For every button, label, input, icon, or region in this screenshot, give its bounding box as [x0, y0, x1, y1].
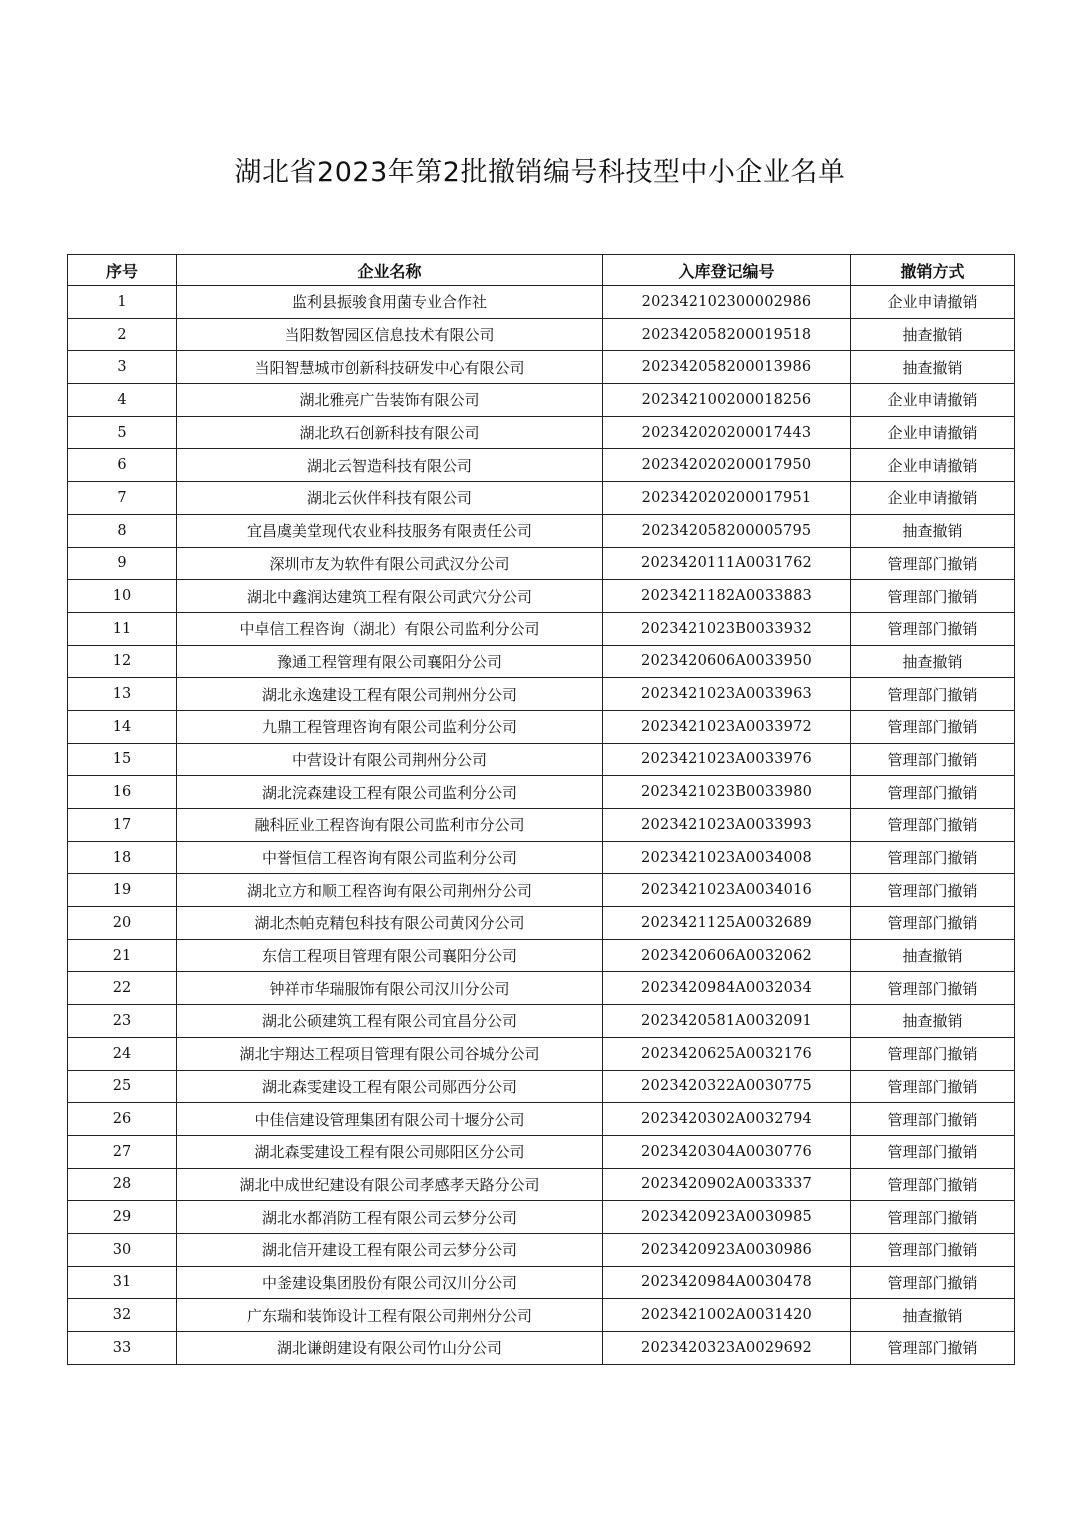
table-row	[68, 1005, 1015, 1038]
company-name: 湖北信开建设工程有限公司云梦分公司	[177, 1233, 603, 1266]
table-header-row	[68, 255, 1015, 286]
revocation-method: 企业申请撤销	[851, 482, 1015, 515]
row-index: 24	[68, 1037, 177, 1070]
table-row	[68, 1201, 1015, 1234]
registration-number: 2023420304A0030776	[603, 1135, 851, 1168]
table-row	[68, 286, 1015, 319]
revocation-method: 抽查撤销	[851, 318, 1015, 351]
table-body	[68, 286, 1015, 1365]
row-index: 23	[68, 1005, 177, 1038]
row-index: 26	[68, 1103, 177, 1136]
revocation-method: 管理部门撤销	[851, 1266, 1015, 1299]
revocation-method: 管理部门撤销	[851, 1201, 1015, 1234]
registration-number: 2023420323A0029692	[603, 1332, 851, 1365]
registration-number: 2023421002A0031420	[603, 1299, 851, 1332]
header-company-name: 企业名称	[177, 255, 603, 286]
row-index: 8	[68, 514, 177, 547]
table-row	[68, 1070, 1015, 1103]
registration-number: 2023421023A0033993	[603, 809, 851, 842]
registration-number: 202342058200013986	[603, 351, 851, 384]
registration-number: 2023420625A0032176	[603, 1037, 851, 1070]
company-name: 湖北立方和顺工程咨询有限公司荆州分公司	[177, 874, 603, 907]
registration-number: 2023421125A0032689	[603, 907, 851, 940]
registration-number: 2023421182A0033883	[603, 580, 851, 613]
revocation-method: 企业申请撤销	[851, 384, 1015, 417]
table-row	[68, 1233, 1015, 1266]
row-index: 5	[68, 416, 177, 449]
registration-number: 2023420111A0031762	[603, 547, 851, 580]
revocation-method: 管理部门撤销	[851, 972, 1015, 1005]
row-index: 19	[68, 874, 177, 907]
table-row	[68, 776, 1015, 809]
revocation-method: 管理部门撤销	[851, 1103, 1015, 1136]
registration-number: 202342102300002986	[603, 286, 851, 319]
row-index: 10	[68, 580, 177, 613]
table-row	[68, 416, 1015, 449]
registration-number: 202342058200019518	[603, 318, 851, 351]
company-name: 湖北宇翔达工程项目管理有限公司谷城分公司	[177, 1037, 603, 1070]
table-row	[68, 351, 1015, 384]
registration-number: 2023421023A0034008	[603, 841, 851, 874]
header-revocation-method: 撤销方式	[851, 255, 1015, 286]
table-row	[68, 1168, 1015, 1201]
header-registration-number: 入库登记编号	[603, 255, 851, 286]
company-name: 湖北森雯建设工程有限公司郧西分公司	[177, 1070, 603, 1103]
company-name: 钟祥市华瑞服饰有限公司汉川分公司	[177, 972, 603, 1005]
row-index: 7	[68, 482, 177, 515]
row-index: 31	[68, 1266, 177, 1299]
company-name: 豫通工程管理有限公司襄阳分公司	[177, 645, 603, 678]
enterprise-table	[67, 254, 1015, 1365]
row-index: 1	[68, 286, 177, 319]
table-row	[68, 972, 1015, 1005]
registration-number: 2023421023B0033980	[603, 776, 851, 809]
revocation-method: 管理部门撤销	[851, 1168, 1015, 1201]
table-row	[68, 1299, 1015, 1332]
company-name: 湖北永逸建设工程有限公司荆州分公司	[177, 678, 603, 711]
registration-number: 2023421023A0033972	[603, 710, 851, 743]
registration-number: 2023421023A0033963	[603, 678, 851, 711]
revocation-method: 管理部门撤销	[851, 809, 1015, 842]
company-name: 当阳数智园区信息技术有限公司	[177, 318, 603, 351]
registration-number: 2023421023A0034016	[603, 874, 851, 907]
table-row	[68, 645, 1015, 678]
company-name: 中卓信工程咨询（湖北）有限公司监利分公司	[177, 612, 603, 645]
registration-number: 2023420923A0030986	[603, 1233, 851, 1266]
revocation-method: 企业申请撤销	[851, 449, 1015, 482]
table-row	[68, 514, 1015, 547]
row-index: 2	[68, 318, 177, 351]
revocation-method: 企业申请撤销	[851, 416, 1015, 449]
registration-number: 2023420984A0030478	[603, 1266, 851, 1299]
registration-number: 2023421023A0033976	[603, 743, 851, 776]
row-index: 27	[68, 1135, 177, 1168]
registration-number: 202342020200017950	[603, 449, 851, 482]
table-row	[68, 907, 1015, 940]
table-row	[68, 580, 1015, 613]
company-name: 中釜建设集团股份有限公司汉川分公司	[177, 1266, 603, 1299]
table-row	[68, 841, 1015, 874]
row-index: 33	[68, 1332, 177, 1365]
revocation-method: 抽查撤销	[851, 1005, 1015, 1038]
registration-number: 2023420606A0033950	[603, 645, 851, 678]
registration-number: 2023420581A0032091	[603, 1005, 851, 1038]
row-index: 12	[68, 645, 177, 678]
company-name: 湖北云伙伴科技有限公司	[177, 482, 603, 515]
registration-number: 202342100200018256	[603, 384, 851, 417]
table-row	[68, 1266, 1015, 1299]
registration-number: 202342020200017951	[603, 482, 851, 515]
revocation-method: 管理部门撤销	[851, 1332, 1015, 1365]
table-row	[68, 939, 1015, 972]
company-name: 中誉恒信工程咨询有限公司监利分公司	[177, 841, 603, 874]
revocation-method: 管理部门撤销	[851, 580, 1015, 613]
table-row	[68, 318, 1015, 351]
revocation-method: 抽查撤销	[851, 645, 1015, 678]
table-row	[68, 1103, 1015, 1136]
row-index: 20	[68, 907, 177, 940]
row-index: 15	[68, 743, 177, 776]
row-index: 16	[68, 776, 177, 809]
company-name: 宜昌虞美堂现代农业科技服务有限责任公司	[177, 514, 603, 547]
table-row	[68, 1037, 1015, 1070]
company-name: 深圳市友为软件有限公司武汉分公司	[177, 547, 603, 580]
revocation-method: 抽查撤销	[851, 351, 1015, 384]
table-row	[68, 1135, 1015, 1168]
company-name: 中佳信建设管理集团有限公司十堰分公司	[177, 1103, 603, 1136]
company-name: 湖北浣森建设工程有限公司监利分公司	[177, 776, 603, 809]
registration-number: 2023420606A0032062	[603, 939, 851, 972]
company-name: 当阳智慧城市创新科技研发中心有限公司	[177, 351, 603, 384]
table-row	[68, 1332, 1015, 1365]
company-name: 广东瑞和装饰设计工程有限公司荆州分公司	[177, 1299, 603, 1332]
table-row	[68, 384, 1015, 417]
company-name: 中营设计有限公司荆州分公司	[177, 743, 603, 776]
row-index: 22	[68, 972, 177, 1005]
row-index: 28	[68, 1168, 177, 1201]
row-index: 9	[68, 547, 177, 580]
revocation-method: 抽查撤销	[851, 1299, 1015, 1332]
table-row	[68, 743, 1015, 776]
revocation-method: 管理部门撤销	[851, 841, 1015, 874]
company-name: 湖北杰帕克精包科技有限公司黄冈分公司	[177, 907, 603, 940]
table-row	[68, 449, 1015, 482]
row-index: 14	[68, 710, 177, 743]
revocation-method: 抽查撤销	[851, 939, 1015, 972]
table-row	[68, 482, 1015, 515]
company-name: 九鼎工程管理咨询有限公司监利分公司	[177, 710, 603, 743]
revocation-method: 管理部门撤销	[851, 776, 1015, 809]
company-name: 东信工程项目管理有限公司襄阳分公司	[177, 939, 603, 972]
revocation-method: 管理部门撤销	[851, 1037, 1015, 1070]
revocation-method: 管理部门撤销	[851, 612, 1015, 645]
company-name: 湖北玖石创新科技有限公司	[177, 416, 603, 449]
registration-number: 202342058200005795	[603, 514, 851, 547]
row-index: 17	[68, 809, 177, 842]
revocation-method: 管理部门撤销	[851, 743, 1015, 776]
company-name: 湖北公硕建筑工程有限公司宜昌分公司	[177, 1005, 603, 1038]
company-name: 湖北谦朗建设有限公司竹山分公司	[177, 1332, 603, 1365]
registration-number: 2023420322A0030775	[603, 1070, 851, 1103]
company-name: 湖北中成世纪建设有限公司孝感孝天路分公司	[177, 1168, 603, 1201]
registration-number: 2023420302A0032794	[603, 1103, 851, 1136]
registration-number: 2023420923A0030985	[603, 1201, 851, 1234]
row-index: 4	[68, 384, 177, 417]
revocation-method: 管理部门撤销	[851, 1233, 1015, 1266]
company-name: 湖北森雯建设工程有限公司郧阳区分公司	[177, 1135, 603, 1168]
row-index: 18	[68, 841, 177, 874]
table-row	[68, 874, 1015, 907]
revocation-method: 管理部门撤销	[851, 874, 1015, 907]
company-name: 湖北水都消防工程有限公司云梦分公司	[177, 1201, 603, 1234]
revocation-method: 抽查撤销	[851, 514, 1015, 547]
revocation-method: 管理部门撤销	[851, 678, 1015, 711]
row-index: 29	[68, 1201, 177, 1234]
registration-number: 2023420902A0033337	[603, 1168, 851, 1201]
table-row	[68, 612, 1015, 645]
company-name: 湖北云智造科技有限公司	[177, 449, 603, 482]
row-index: 32	[68, 1299, 177, 1332]
registration-number: 202342020200017443	[603, 416, 851, 449]
header-index: 序号	[68, 255, 177, 286]
company-name: 湖北雅亮广告装饰有限公司	[177, 384, 603, 417]
revocation-method: 管理部门撤销	[851, 1135, 1015, 1168]
revocation-method: 管理部门撤销	[851, 1070, 1015, 1103]
table-row	[68, 809, 1015, 842]
registration-number: 2023420984A0032034	[603, 972, 851, 1005]
page-title: 湖北省2023年第2批撤销编号科技型中小企业名单	[234, 157, 846, 188]
revocation-method: 管理部门撤销	[851, 547, 1015, 580]
row-index: 6	[68, 449, 177, 482]
row-index: 21	[68, 939, 177, 972]
company-name: 湖北中鑫润达建筑工程有限公司武穴分公司	[177, 580, 603, 613]
revocation-method: 管理部门撤销	[851, 907, 1015, 940]
row-index: 25	[68, 1070, 177, 1103]
table-row	[68, 547, 1015, 580]
row-index: 3	[68, 351, 177, 384]
table-row	[68, 678, 1015, 711]
row-index: 13	[68, 678, 177, 711]
revocation-method: 管理部门撤销	[851, 710, 1015, 743]
table-row	[68, 710, 1015, 743]
company-name: 监利县振骏食用菌专业合作社	[177, 286, 603, 319]
row-index: 30	[68, 1233, 177, 1266]
company-name: 融科匠业工程咨询有限公司监利市分公司	[177, 809, 603, 842]
row-index: 11	[68, 612, 177, 645]
revocation-method: 企业申请撤销	[851, 286, 1015, 319]
registration-number: 2023421023B0033932	[603, 612, 851, 645]
